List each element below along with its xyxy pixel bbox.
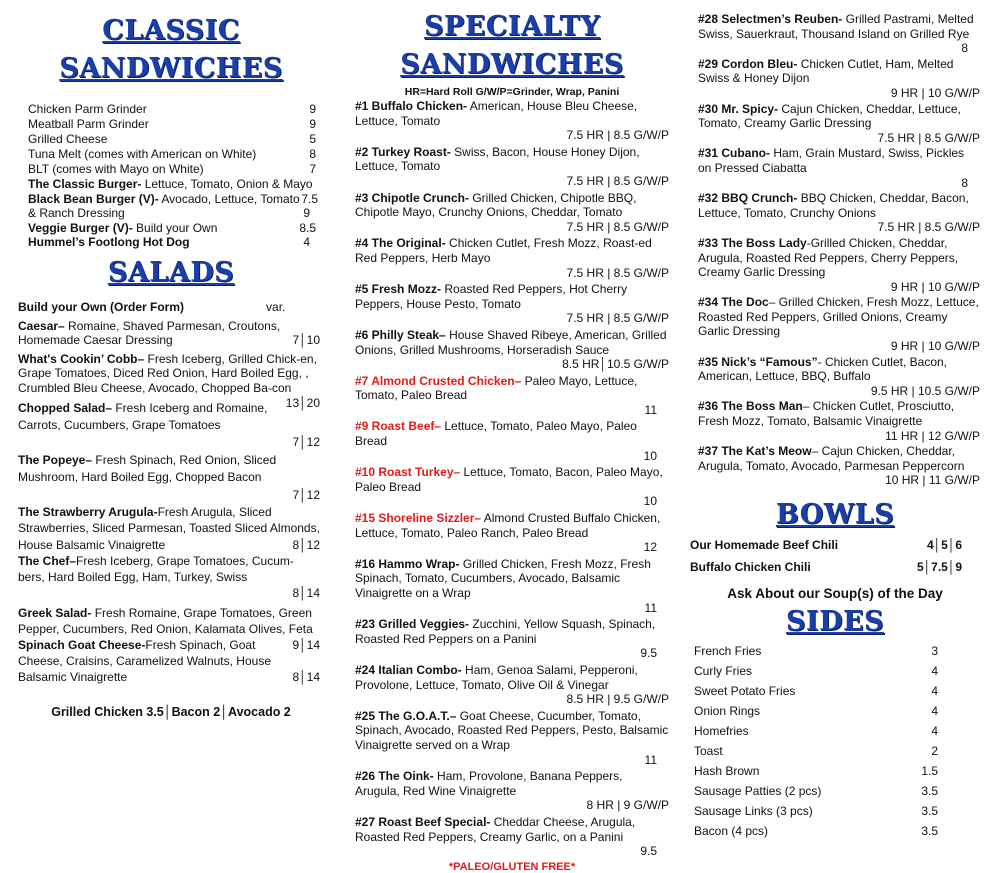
item-price: 9.5 xyxy=(640,646,657,661)
item-name: Hummel’s Footlong Hot Dog xyxy=(28,235,190,250)
item-name: The Strawberry Arugula- xyxy=(18,504,158,519)
item-name: Curly Fries xyxy=(694,664,753,678)
sides-list xyxy=(690,641,980,841)
item-name: #32 BBQ Crunch- xyxy=(698,191,798,206)
item-desc: Grilled Chicken, Fresh Mozz, Fresh Spinach, Tomato, Cucumbers, Avocado, Balsamic Vinaigrette on a Wrap xyxy=(355,556,651,600)
menu-item xyxy=(355,145,669,189)
menu-item xyxy=(28,132,316,147)
item-desc: – Chicken Cutlet, Prosciutto, Fresh Mozz, Tomato, Balsamic Vinaigrette xyxy=(698,399,955,429)
item-desc: Ham, Provolone, Banana Peppers, Arugula, Red Wine Vinaigrette xyxy=(355,769,623,798)
item-price: 9 xyxy=(303,206,310,221)
item-price: 11 HR | 12 G/W/P xyxy=(885,428,980,443)
item-desc: -Grilled Chicken, Cheddar, Arugula, Roasted Red Peppers, Cherry Peppers, Creamy Garlic Dressing xyxy=(698,235,959,280)
item-price: 4 xyxy=(303,235,310,250)
item-desc: Goat Cheese, Cucumber, Tomato, Spinach, Avocado, Roasted Red Peppers, Pesto, Balsamic Vinaigrette served on a Wrap xyxy=(355,708,669,752)
item-price: 9.5 xyxy=(640,844,657,859)
item-name: Bacon (4 pcs) xyxy=(694,824,769,838)
item-name: Tuna Melt (comes with American on White) xyxy=(28,147,257,161)
menu-item xyxy=(28,235,322,250)
item-name: Black Bean Burger (V)- xyxy=(28,191,159,206)
item-desc: Cheddar Cheese, Arugula, Roasted Red Peppers, Creamy Garlic, on a Panini xyxy=(355,814,636,844)
item-name: #35 Nick’s “Famous” xyxy=(698,354,818,369)
item-price: 3.5 xyxy=(921,804,938,818)
item-price: 10 HR | 11 G/W/P xyxy=(885,473,980,488)
item-desc: House Shaved Ribeye, American, Grilled Onions, Grilled Mushrooms, Horseradish Sauce xyxy=(355,327,667,357)
menu-item xyxy=(355,465,669,509)
item-name: #10 Roast Turkey– xyxy=(355,465,461,480)
item-name: Sausage Links (3 pcs) xyxy=(694,804,813,818)
item-desc: Grilled Chicken, Chipotle BBQ, Chipotle Mayo, Crunchy Onions, Cheddar, Tomato xyxy=(355,190,637,220)
item-price: 8 xyxy=(961,41,968,56)
menu-item xyxy=(698,444,980,488)
specialty-list xyxy=(355,99,669,859)
item-price: 7│12 xyxy=(292,435,320,450)
menu-item xyxy=(698,399,980,443)
item-desc: Lettuce, Tomato, Onion & Mayo xyxy=(141,177,313,191)
item-price: 9│14 xyxy=(292,638,320,653)
item-name: #15 Shoreline Sizzler– xyxy=(355,511,482,526)
item-name: The Classic Burger- xyxy=(28,177,142,191)
item-name: Meatball Parm Grinder xyxy=(28,117,149,131)
item-price: 7.5 HR | 8.5 G/W/P xyxy=(877,130,980,145)
item-price: 8│12 xyxy=(292,537,320,552)
item-desc: Fresh Iceberg, Grape Tomatoes, Cucum-bers, Hard Boiled Egg, Ham, Turkey, Swiss xyxy=(18,554,294,585)
side-item xyxy=(694,741,980,761)
item-name: BLT (comes with Mayo on White) xyxy=(28,162,204,176)
menu-item xyxy=(18,553,320,601)
menu-item xyxy=(698,102,980,146)
item-name: The Popeye– xyxy=(18,452,93,467)
item-desc: Lettuce, Tomato, Paleo Mayo, Paleo Bread xyxy=(355,419,637,449)
item-price: 7.5 xyxy=(301,191,318,206)
item-price: 7.5 HR | 8.5 G/W/P xyxy=(566,265,669,280)
item-price: 9 HR | 10 G/W/P xyxy=(890,279,980,294)
menu-item xyxy=(18,300,320,315)
item-name: #4 The Original- xyxy=(355,236,446,251)
column-classic-salads xyxy=(18,0,324,719)
item-price: 4 xyxy=(931,664,938,678)
menu-item xyxy=(355,557,669,615)
item-name: #3 Chipotle Crunch- xyxy=(355,190,470,205)
item-desc: Roasted Red Peppers, Hot Cherry Peppers, House Pesto, Tomato xyxy=(355,282,628,311)
item-name: #6 Philly Steak– xyxy=(355,327,446,342)
item-name: Onion Rings xyxy=(694,704,761,718)
item-desc: Build your Own xyxy=(132,220,218,235)
menu-item xyxy=(355,709,669,767)
item-name: Grilled Cheese xyxy=(28,132,108,146)
item-name: Homefries xyxy=(694,724,749,738)
item-price: 7.5 HR | 8.5 G/W/P xyxy=(566,128,669,143)
item-desc: Paleo Mayo, Lettuce, Tomato, Paleo Bread xyxy=(355,373,638,403)
item-name: Chicken Parm Grinder xyxy=(28,102,147,116)
item-price: var. xyxy=(266,299,286,314)
item-desc: Fresh Iceberg, Grilled Chick-en, Grape Tomatoes, Diced Red Onion, Hard Boiled Egg, , Crumbled Bleu Cheese, Avocado, Chopped Ba-con xyxy=(18,351,317,395)
item-price: 8│14 xyxy=(292,670,320,685)
classic-heading-1: CLASSIC xyxy=(102,15,240,46)
menu-item xyxy=(690,534,962,556)
bowls-heading: BOWLS xyxy=(775,499,895,530)
item-desc: BBQ Chicken, Cheddar, Bacon, Lettuce, Tomato, Crunchy Onions xyxy=(698,191,969,220)
menu-item xyxy=(698,355,980,399)
item-price: 3.5 xyxy=(921,784,938,798)
item-price: 1.5 xyxy=(921,764,938,778)
menu-item xyxy=(690,556,962,578)
item-desc: Swiss, Bacon, House Honey Dijon, Lettuce, Tomato xyxy=(355,144,640,174)
side-item xyxy=(694,801,980,821)
menu-item xyxy=(698,12,980,56)
item-price: 8.5 xyxy=(299,220,316,235)
item-price: 8 xyxy=(309,147,316,161)
item-price: 4│5│6 xyxy=(926,538,962,552)
item-desc: Fresh Romaine, Grape Tomatoes, Green Pepper, Cucumbers, Red Onion, Kalamata Olives, Feta xyxy=(18,606,313,637)
item-desc: Ham, Genoa Salami, Pepperoni, Provolone, Lettuce, Tomato, Olive Oil & Vinegar xyxy=(355,662,638,692)
item-name: Sausage Patties (2 pcs) xyxy=(694,784,822,798)
menu-item xyxy=(355,815,669,859)
side-item xyxy=(694,821,980,841)
side-item xyxy=(694,781,980,801)
item-name: #7 Almond Crusted Chicken– xyxy=(355,373,522,388)
item-price: 8 HR | 9 G/W/P xyxy=(586,798,669,813)
item-price: 7.5 HR | 8.5 G/W/P xyxy=(566,311,669,326)
soup-note: Ask About our Soup(s) of the Day xyxy=(727,586,943,601)
specialty-cont-list xyxy=(690,12,980,488)
side-item xyxy=(694,721,980,741)
item-price: 12 xyxy=(643,540,657,555)
specialty-legend: HR=Hard Roll G/W/P=Grinder, Wrap, Panini xyxy=(404,86,620,98)
menu-item xyxy=(28,192,322,221)
item-name: What's Cookin’ Cobb– xyxy=(18,351,145,366)
item-price: 11 xyxy=(644,600,657,615)
item-name: #29 Cordon Bleu- xyxy=(698,56,798,71)
menu-item xyxy=(698,146,980,190)
item-price: 4 xyxy=(931,704,938,718)
item-name: #25 The G.O.A.T.– xyxy=(355,708,457,723)
item-name: #16 Hammo Wrap- xyxy=(355,556,460,571)
menu-item xyxy=(28,221,322,236)
item-price: 7.5 HR | 8.5 G/W/P xyxy=(566,173,669,188)
column-specialty-bowls-sides xyxy=(690,0,980,841)
item-desc: Lettuce, Tomato, Bacon, Paleo Mayo, Paleo Bread xyxy=(355,465,663,494)
item-name: #27 Roast Beef Special- xyxy=(355,814,491,829)
item-name: #26 The Oink- xyxy=(355,769,434,784)
item-desc: – Cajun Chicken, Cheddar, Arugula, Tomato, Avocado, Parmesan Peppercorn xyxy=(698,444,965,473)
item-price: 7 xyxy=(309,162,316,176)
side-item xyxy=(694,681,980,701)
menu-item xyxy=(18,319,320,348)
item-desc: Fresh Iceberg and Romaine, Carrots, Cucumbers, Grape Tomatoes xyxy=(18,400,268,432)
item-price: 9.5 HR | 10.5 G/W/P xyxy=(870,383,980,398)
item-name: #2 Turkey Roast- xyxy=(355,144,451,159)
menu-item xyxy=(18,637,320,685)
item-name: #28 Selectmen’s Reuben- xyxy=(698,12,843,26)
item-price: 7.5 HR | 8.5 G/W/P xyxy=(566,219,669,234)
item-price: 4 xyxy=(931,684,938,698)
item-price: 8 xyxy=(961,175,968,190)
menu-item xyxy=(355,282,669,326)
item-price: 7.5 HR | 8.5 G/W/P xyxy=(877,220,980,235)
menu-item xyxy=(355,328,669,372)
menu-item xyxy=(355,511,669,555)
item-desc: Zucchini, Yellow Squash, Spinach, Roasted Red Peppers on a Panini xyxy=(355,617,656,646)
item-name: #37 The Kat’s Meow xyxy=(698,444,812,459)
item-price: 8.5 HR | 9.5 G/W/P xyxy=(566,692,669,707)
item-price: 7│12 xyxy=(292,487,320,502)
item-desc: Almond Crusted Buffalo Chicken, Lettuce, Tomato, Paleo Ranch, Paleo Bread xyxy=(355,511,661,540)
item-name: Spinach Goat Cheese- xyxy=(18,638,146,653)
item-name: Chopped Salad– xyxy=(18,400,113,415)
item-price: 2 xyxy=(931,744,938,758)
item-name: #31 Cubano- xyxy=(698,146,771,161)
item-price: 9 xyxy=(309,102,316,116)
item-desc: Ham, Grain Mustard, Swiss, Pickles on Pressed Ciabatta xyxy=(698,146,965,175)
item-desc: Grilled Pastrami, Melted Swiss, Sauerkraut, Thousand Island on Grilled Rye xyxy=(698,12,974,41)
item-name: #33 The Boss Lady xyxy=(698,235,807,250)
side-item xyxy=(694,661,980,681)
specialty-heading-1: SPECIALTY xyxy=(423,11,601,42)
item-name: French Fries xyxy=(694,644,762,658)
menu-item xyxy=(355,769,669,813)
menu-item xyxy=(698,191,980,235)
item-desc: Avocado, Lettuce, Tomato & Ranch Dressing xyxy=(28,191,300,221)
menu-item xyxy=(18,400,320,452)
specialty-heading-2: SANDWICHES xyxy=(400,49,624,80)
item-price: 11 xyxy=(644,402,657,417)
item-price: 9 HR | 10 G/W/P xyxy=(890,85,980,100)
item-price: 10 xyxy=(643,494,657,509)
item-desc: American, House Bleu Cheese, Lettuce, Tomato xyxy=(355,99,638,128)
item-name: Toast xyxy=(694,744,723,758)
item-desc: Chicken Cutlet, Fresh Mozz, Roast-ed Red Peppers, Herb Mayo xyxy=(355,236,652,265)
item-name: Veggie Burger (V)- xyxy=(28,220,133,235)
menu-item xyxy=(18,452,320,504)
classic-heading-2: SANDWICHES xyxy=(59,53,283,84)
item-name: Hash Brown xyxy=(694,764,760,778)
item-price: 4 xyxy=(931,724,938,738)
item-name: Our Homemade Beef Chili xyxy=(690,538,839,552)
item-price: 8│14 xyxy=(292,586,320,601)
salads-list xyxy=(18,300,324,686)
item-name: #34 The Doc xyxy=(698,295,769,310)
menu-item xyxy=(28,147,316,162)
item-name: Greek Salad- xyxy=(18,606,92,621)
item-name: Caesar– xyxy=(18,318,65,333)
item-name: The Chef– xyxy=(18,554,77,569)
paleo-footnote: *PALEO/GLUTEN FREE* xyxy=(448,860,576,873)
item-desc: Fresh Arugula, Sliced Strawberries, Sliced Parmesan, Toasted Sliced Almonds, House Balsamic Vinaigrette xyxy=(18,504,320,552)
side-item xyxy=(694,701,980,721)
menu-item xyxy=(28,117,316,132)
menu-item xyxy=(355,617,669,661)
item-price: 13│20 xyxy=(285,395,320,410)
item-name: #30 Mr. Spicy- xyxy=(698,101,779,116)
menu-item xyxy=(18,504,320,554)
column-specialty xyxy=(355,0,669,873)
item-price: 7│10 xyxy=(292,333,320,348)
item-price: 9 xyxy=(309,117,316,131)
item-desc: – Grilled Chicken, Fresh Mozz, Lettuce, Roasted Red Peppers, Grilled Onions, Creamy Garlic Dressing xyxy=(698,295,979,339)
item-price: 11 xyxy=(644,752,657,767)
item-name: Sweet Potato Fries xyxy=(694,684,796,698)
item-name: #24 Italian Combo- xyxy=(355,662,462,677)
menu-item xyxy=(355,663,669,707)
menu-item xyxy=(698,295,980,353)
item-price: 5│7.5│9 xyxy=(916,560,962,574)
salad-addons: Grilled Chicken 3.5│Bacon 2│Avocado 2 xyxy=(51,705,291,720)
item-desc: Chicken Cutlet, Ham, Melted Swiss & Honey Dijon xyxy=(698,56,954,86)
menu-item xyxy=(28,102,316,117)
item-name: #5 Fresh Mozz- xyxy=(355,282,442,297)
item-desc: Fresh Spinach, Red Onion, Sliced Mushroom, Hard Boiled Egg, Chopped Bacon xyxy=(18,452,277,485)
sides-heading: SIDES xyxy=(785,606,885,637)
item-desc: Romaine, Shaved Parmesan, Croutons, Homemade Caesar Dressing xyxy=(18,318,281,348)
item-price: 9 HR | 10 G/W/P xyxy=(890,339,980,354)
menu-item xyxy=(355,374,669,418)
item-name: #9 Roast Beef– xyxy=(355,419,442,434)
item-name: Build your Own (Order Form) xyxy=(18,299,185,314)
item-name: #36 The Boss Man xyxy=(698,399,803,414)
item-price: 5 xyxy=(309,132,316,146)
item-price: 10 xyxy=(643,448,657,463)
salads-heading: SALADS xyxy=(107,256,235,288)
menu-item xyxy=(355,191,669,235)
item-price: 8.5 HR│10.5 G/W/P xyxy=(562,357,669,372)
menu-item xyxy=(355,236,669,280)
item-desc: - Chicken Cutlet, Bacon, American, Lettuce, BBQ, Buffalo xyxy=(698,354,948,384)
menu-item xyxy=(355,419,669,463)
item-desc: Fresh Spinach, Goat Cheese, Craisins, Caramelized Walnuts, House Balsamic Vinaigrette xyxy=(18,638,271,685)
item-price: 3.5 xyxy=(921,824,938,838)
item-desc: Cajun Chicken, Cheddar, Lettuce, Tomato, Creamy Garlic Dressing xyxy=(698,101,961,131)
item-price: 3 xyxy=(931,644,938,658)
item-name: #23 Grilled Veggies- xyxy=(355,617,470,632)
item-name: #1 Buffalo Chicken- xyxy=(355,99,468,113)
menu-item xyxy=(28,162,316,177)
classic-list xyxy=(18,102,324,177)
menu-item xyxy=(355,99,669,143)
side-item xyxy=(694,641,980,661)
side-item xyxy=(694,761,980,781)
item-name: Buffalo Chicken Chili xyxy=(690,560,811,574)
menu-item xyxy=(698,57,980,101)
menu-item xyxy=(698,236,980,294)
